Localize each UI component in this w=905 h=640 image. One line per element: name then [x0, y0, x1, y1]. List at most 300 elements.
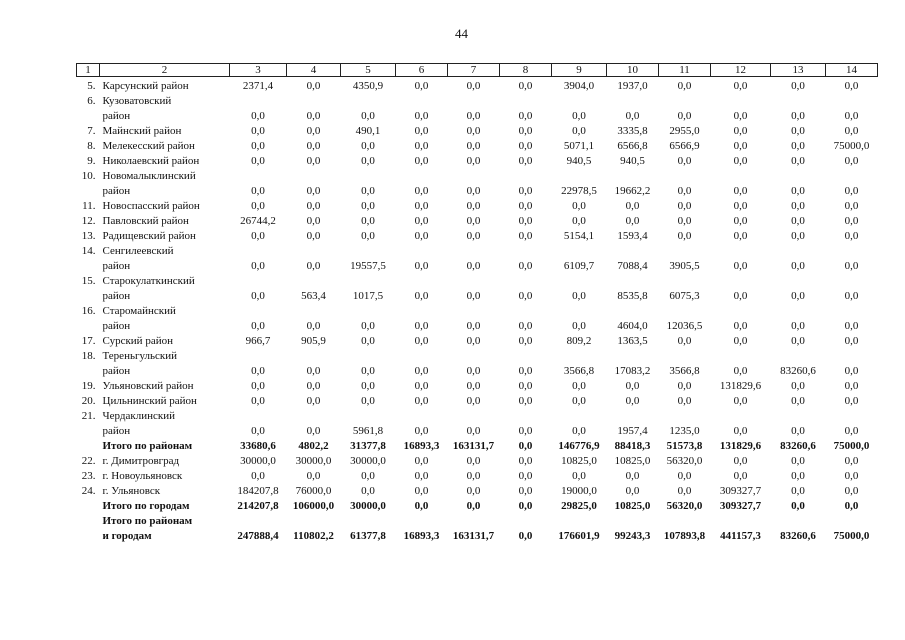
value-cell-col-9	[552, 167, 607, 182]
value-cell-col-8: 0,0	[518, 110, 533, 122]
value-cell-col-5: 19557,5	[350, 260, 386, 272]
value-cell-col-9: 5071,1	[563, 140, 595, 152]
value-cell-col-3: 0,0	[251, 110, 265, 122]
value-cell-col-11: 0,0	[677, 200, 692, 212]
value-cell-col-6: 0,0	[414, 140, 429, 152]
value-cell-col-4: 30000,0	[295, 455, 332, 467]
territory-name: г. Новоульяновск	[102, 470, 183, 482]
value-cell-col-12	[711, 272, 771, 287]
value-cell-col-3	[230, 302, 287, 317]
value-cell-col-3: 0,0	[251, 185, 265, 197]
value-cell-col-13: 0,0	[791, 500, 805, 512]
value-cell-col-5: 30000,0	[350, 455, 386, 467]
value-cell-col-7	[448, 407, 500, 422]
value-cell-col-11	[659, 347, 711, 362]
territory-name: район	[102, 185, 131, 197]
table-row	[77, 137, 878, 152]
value-cell-col-7	[448, 92, 500, 107]
value-cell-col-3: 0,0	[251, 470, 265, 482]
value-cell-col-8	[500, 347, 552, 362]
value-cell-col-9	[552, 242, 607, 257]
value-cell-col-10	[607, 302, 659, 317]
territory-name: Чердаклинский	[102, 410, 175, 422]
table-row	[77, 512, 878, 527]
value-cell-col-12: 0,0	[733, 335, 748, 347]
table-row	[77, 407, 878, 422]
row-number: 20.	[81, 395, 96, 407]
value-cell-col-7: 163131,7	[452, 530, 495, 542]
value-cell-col-14: 0,0	[844, 425, 859, 437]
value-cell-col-13: 83260,6	[780, 530, 816, 542]
value-cell-col-11: 3566,8	[669, 365, 700, 377]
value-cell-col-10: 0,0	[625, 215, 640, 227]
value-cell-col-8: 0,0	[518, 530, 533, 542]
value-cell-col-9: 0,0	[572, 110, 586, 122]
row-number	[77, 257, 100, 272]
value-cell-col-12: 0,0	[733, 185, 748, 197]
territory-name: район	[102, 320, 131, 332]
value-cell-col-11: 0,0	[677, 335, 692, 347]
value-cell-col-3	[230, 272, 287, 287]
value-cell-col-4: 0,0	[306, 230, 321, 242]
value-cell-col-5: 0,0	[361, 110, 375, 122]
table-row	[77, 362, 878, 377]
value-cell-col-7: 0,0	[466, 485, 481, 497]
value-cell-col-7: 0,0	[466, 140, 481, 152]
value-cell-col-14: 0,0	[844, 125, 859, 137]
value-cell-col-10	[607, 272, 659, 287]
value-cell-col-6: 0,0	[414, 260, 429, 272]
value-cell-col-7: 0,0	[466, 215, 481, 227]
value-cell-col-7: 163131,7	[452, 440, 495, 452]
value-cell-col-3: 247888,4	[237, 530, 279, 542]
value-cell-col-7: 0,0	[466, 470, 481, 482]
value-cell-col-4	[287, 302, 341, 317]
territory-name: Тереньгульский	[102, 350, 178, 362]
column-header-4: 4	[287, 64, 341, 77]
value-cell-col-8: 0,0	[518, 500, 533, 512]
value-cell-col-9: 0,0	[572, 125, 586, 137]
table-row	[77, 107, 878, 122]
value-cell-col-14: 0,0	[844, 380, 859, 392]
value-cell-col-4: 0,0	[306, 125, 321, 137]
value-cell-col-7: 0,0	[466, 335, 481, 347]
row-number: 7.	[87, 125, 96, 137]
value-cell-col-10: 88418,3	[614, 440, 651, 452]
value-cell-col-9: 0,0	[572, 380, 586, 392]
value-cell-col-6: 0,0	[414, 485, 429, 497]
row-number: 17.	[81, 335, 96, 347]
value-cell-col-7: 0,0	[466, 380, 481, 392]
value-cell-col-14: 0,0	[844, 485, 859, 497]
value-cell-col-12	[711, 302, 771, 317]
value-cell-col-3: 2371,4	[242, 80, 274, 92]
value-cell-col-14: 0,0	[844, 320, 859, 332]
table-row	[77, 452, 878, 467]
table-row	[77, 212, 878, 227]
value-cell-col-6	[396, 302, 448, 317]
value-cell-col-5	[341, 512, 396, 527]
value-cell-col-7: 0,0	[466, 200, 481, 212]
value-cell-col-9	[552, 347, 607, 362]
value-cell-col-6	[396, 242, 448, 257]
value-cell-col-9	[552, 407, 607, 422]
territory-name: Новомалыклинский	[102, 170, 196, 182]
table-row	[77, 257, 878, 272]
value-cell-col-4: 0,0	[306, 215, 321, 227]
column-header-10: 10	[607, 64, 659, 77]
value-cell-col-14	[826, 272, 878, 287]
value-cell-col-8: 0,0	[518, 155, 533, 167]
value-cell-col-10: 10825,0	[614, 455, 651, 467]
value-cell-col-11: 3905,5	[669, 260, 700, 272]
territory-name: Итого по районам	[102, 515, 193, 527]
value-cell-col-5: 0,0	[361, 380, 375, 392]
value-cell-col-9	[552, 512, 607, 527]
territory-name: Радищевский район	[102, 230, 196, 242]
value-cell-col-8	[500, 272, 552, 287]
territory-name: Итого по районам	[102, 440, 193, 452]
value-cell-col-8: 0,0	[518, 425, 533, 437]
value-cell-col-5: 0,0	[361, 230, 375, 242]
value-cell-col-13: 0,0	[791, 470, 805, 482]
value-cell-col-7: 0,0	[466, 290, 481, 302]
value-cell-col-10: 940,5	[620, 155, 645, 167]
row-number: 5.	[87, 80, 96, 92]
value-cell-col-6: 0,0	[414, 395, 429, 407]
value-cell-col-7: 0,0	[466, 320, 481, 332]
value-cell-col-12: 309327,7	[719, 500, 762, 512]
table-row	[77, 272, 878, 287]
value-cell-col-7	[448, 167, 500, 182]
value-cell-col-12	[711, 347, 771, 362]
value-cell-col-6: 0,0	[414, 155, 429, 167]
value-cell-col-4: 0,0	[306, 380, 321, 392]
value-cell-col-13	[771, 407, 826, 422]
value-cell-col-10: 19662,2	[614, 185, 651, 197]
column-header-13: 13	[771, 64, 826, 77]
value-cell-col-9	[552, 302, 607, 317]
value-cell-col-4: 0,0	[306, 140, 321, 152]
value-cell-col-14	[826, 242, 878, 257]
value-cell-col-7: 0,0	[466, 80, 481, 92]
column-header-2: 2	[100, 64, 230, 77]
value-cell-col-5: 1017,5	[352, 290, 384, 302]
value-cell-col-14	[826, 512, 878, 527]
value-cell-col-13: 0,0	[791, 140, 805, 152]
value-cell-col-8: 0,0	[518, 485, 533, 497]
value-cell-col-14	[826, 302, 878, 317]
value-cell-col-14: 0,0	[844, 290, 859, 302]
value-cell-col-11: 6566,9	[669, 140, 700, 152]
value-cell-col-8	[500, 407, 552, 422]
territory-name: Кузоватовский	[102, 95, 172, 107]
value-cell-col-14: 0,0	[844, 110, 859, 122]
table-row	[77, 122, 878, 137]
value-cell-col-5: 4350,9	[352, 80, 384, 92]
value-cell-col-10	[607, 167, 659, 182]
value-cell-col-12	[711, 167, 771, 182]
value-cell-col-5: 0,0	[361, 395, 375, 407]
value-cell-col-6: 0,0	[414, 125, 429, 137]
row-number: 15.	[81, 275, 96, 287]
value-cell-col-4	[287, 242, 341, 257]
value-cell-col-6: 16893,3	[403, 440, 440, 452]
value-cell-col-12: 0,0	[733, 110, 748, 122]
value-cell-col-11: 56320,0	[666, 455, 703, 467]
value-cell-col-8: 0,0	[518, 380, 533, 392]
value-cell-col-6	[396, 347, 448, 362]
value-cell-col-10: 7088,4	[617, 260, 648, 272]
value-cell-col-7: 0,0	[466, 110, 481, 122]
value-cell-col-4: 76000,0	[295, 485, 332, 497]
value-cell-col-7: 0,0	[466, 260, 481, 272]
table-row	[77, 392, 878, 407]
value-cell-col-10	[607, 512, 659, 527]
value-cell-col-5	[341, 167, 396, 182]
value-cell-col-13	[771, 242, 826, 257]
value-cell-col-3	[230, 347, 287, 362]
value-cell-col-7	[448, 347, 500, 362]
value-cell-col-3	[230, 407, 287, 422]
value-cell-col-13: 0,0	[791, 335, 805, 347]
value-cell-col-4	[287, 347, 341, 362]
value-cell-col-6: 0,0	[414, 215, 429, 227]
table-row	[77, 92, 878, 107]
value-cell-col-10: 99243,3	[614, 530, 651, 542]
value-cell-col-5: 0,0	[361, 140, 375, 152]
value-cell-col-3: 214207,8	[237, 500, 279, 512]
territory-name: г. Ульяновск	[102, 485, 161, 497]
value-cell-col-4	[287, 167, 341, 182]
column-header-11: 11	[659, 64, 711, 77]
value-cell-col-14: 75000,0	[833, 440, 870, 452]
value-cell-col-10: 1363,5	[617, 335, 648, 347]
value-cell-col-10: 17083,2	[614, 365, 651, 377]
territory-name: район	[102, 365, 131, 377]
value-cell-col-4: 563,4	[301, 290, 326, 302]
value-cell-col-11: 56320,0	[666, 500, 703, 512]
table-row	[77, 197, 878, 212]
value-cell-col-14: 0,0	[844, 185, 859, 197]
value-cell-col-11: 6075,3	[669, 290, 700, 302]
territory-name: Цильнинский район	[102, 395, 197, 407]
value-cell-col-13: 83260,6	[780, 365, 816, 377]
value-cell-col-9: 0,0	[572, 395, 586, 407]
value-cell-col-7: 0,0	[466, 455, 481, 467]
territory-name: и городам	[102, 530, 152, 542]
value-cell-col-13: 0,0	[791, 215, 805, 227]
row-number: 14.	[81, 245, 96, 257]
territory-name: Ульяновский район	[102, 380, 194, 392]
row-number	[77, 512, 100, 527]
value-cell-col-7	[448, 302, 500, 317]
value-cell-col-6: 0,0	[414, 290, 429, 302]
value-cell-col-6: 0,0	[414, 110, 429, 122]
value-cell-col-5: 0,0	[361, 485, 375, 497]
value-cell-col-9: 6109,7	[563, 260, 595, 272]
value-cell-col-3: 0,0	[251, 260, 265, 272]
territory-name: Итого по городам	[102, 500, 190, 512]
value-cell-col-13: 0,0	[791, 485, 805, 497]
value-cell-col-3: 0,0	[251, 125, 265, 137]
row-number: 8.	[87, 140, 96, 152]
value-cell-col-4: 0,0	[306, 260, 321, 272]
value-cell-col-4: 0,0	[306, 395, 321, 407]
value-cell-col-10: 0,0	[625, 470, 640, 482]
value-cell-col-6	[396, 512, 448, 527]
value-cell-col-12: 309327,7	[719, 485, 762, 497]
table-row	[77, 347, 878, 362]
value-cell-col-6: 0,0	[414, 200, 429, 212]
value-cell-col-13: 0,0	[791, 260, 805, 272]
value-cell-col-9: 176601,9	[558, 530, 600, 542]
value-cell-col-12: 0,0	[733, 425, 748, 437]
column-header-12: 12	[711, 64, 771, 77]
value-cell-col-3: 0,0	[251, 230, 265, 242]
value-cell-col-4	[287, 92, 341, 107]
value-cell-col-8: 0,0	[518, 395, 533, 407]
value-cell-col-6: 16893,3	[403, 530, 440, 542]
value-cell-col-11: 51573,8	[666, 440, 703, 452]
value-cell-col-13	[771, 272, 826, 287]
value-cell-col-3: 30000,0	[240, 455, 276, 467]
table-row	[77, 242, 878, 257]
value-cell-col-14: 75000,0	[833, 140, 870, 152]
territory-name: район	[102, 260, 131, 272]
value-cell-col-5	[341, 302, 396, 317]
value-cell-col-14: 75000,0	[833, 530, 870, 542]
value-cell-col-5: 0,0	[361, 320, 375, 332]
value-cell-col-13: 0,0	[791, 395, 805, 407]
territory-name: Сенгилеевский	[102, 245, 174, 257]
value-cell-col-3: 33680,6	[240, 440, 276, 452]
table-row	[77, 182, 878, 197]
row-number	[77, 287, 100, 302]
value-cell-col-9: 940,5	[566, 155, 592, 167]
value-cell-col-3	[230, 167, 287, 182]
value-cell-col-10: 1957,4	[617, 425, 648, 437]
value-cell-col-3	[230, 512, 287, 527]
page-number: 44	[455, 26, 468, 41]
value-cell-col-13: 0,0	[791, 425, 805, 437]
territory-name: Майнский район	[102, 125, 182, 137]
value-cell-col-10: 4604,0	[617, 320, 648, 332]
row-number	[77, 422, 100, 437]
value-cell-col-12: 0,0	[733, 395, 748, 407]
value-cell-col-8: 0,0	[518, 290, 533, 302]
value-cell-col-3: 0,0	[251, 395, 265, 407]
value-cell-col-7	[448, 272, 500, 287]
value-cell-col-10	[607, 92, 659, 107]
value-cell-col-11: 0,0	[677, 230, 692, 242]
value-cell-col-14	[826, 407, 878, 422]
value-cell-col-3: 26744,2	[240, 215, 276, 227]
value-cell-col-7: 0,0	[466, 230, 481, 242]
value-cell-col-4: 0,0	[306, 185, 321, 197]
value-cell-col-10: 1593,4	[617, 230, 648, 242]
value-cell-col-5	[341, 272, 396, 287]
value-cell-col-6	[396, 92, 448, 107]
territory-name: Карсунский район	[102, 80, 189, 92]
value-cell-col-13	[771, 302, 826, 317]
value-cell-col-10: 10825,0	[614, 500, 651, 512]
row-number	[77, 362, 100, 377]
value-cell-col-6: 0,0	[414, 425, 429, 437]
value-cell-col-14: 0,0	[844, 155, 859, 167]
value-cell-col-10: 6566,8	[617, 140, 648, 152]
value-cell-col-5: 490,1	[355, 125, 381, 137]
value-cell-col-12: 0,0	[733, 470, 748, 482]
row-number: 10.	[81, 170, 96, 182]
value-cell-col-5: 0,0	[361, 185, 375, 197]
value-cell-col-11: 1235,0	[669, 425, 700, 437]
value-cell-col-8: 0,0	[518, 125, 533, 137]
value-cell-col-13	[771, 512, 826, 527]
value-cell-col-11: 0,0	[677, 215, 692, 227]
row-number: 6.	[87, 95, 96, 107]
value-cell-col-13: 0,0	[791, 320, 805, 332]
value-cell-col-9: 3904,0	[563, 80, 595, 92]
value-cell-col-11: 0,0	[677, 395, 692, 407]
value-cell-col-13: 0,0	[791, 230, 805, 242]
value-cell-col-13: 0,0	[791, 185, 805, 197]
value-cell-col-12: 0,0	[733, 365, 748, 377]
value-cell-col-7: 0,0	[466, 185, 481, 197]
value-cell-col-12	[711, 407, 771, 422]
value-cell-col-3: 0,0	[251, 200, 265, 212]
column-number-row	[77, 64, 878, 77]
value-cell-col-3: 0,0	[251, 290, 265, 302]
value-cell-col-4: 0,0	[306, 155, 321, 167]
row-number	[77, 437, 100, 452]
value-cell-col-8: 0,0	[518, 230, 533, 242]
value-cell-col-8: 0,0	[518, 440, 533, 452]
row-number: 21.	[81, 410, 96, 422]
table-row	[77, 527, 878, 542]
row-number: 23.	[81, 470, 96, 482]
value-cell-col-7: 0,0	[466, 125, 481, 137]
row-number: 19.	[81, 380, 96, 392]
territory-name: Мелекесский район	[102, 140, 195, 152]
budget-table	[76, 63, 878, 542]
value-cell-col-6	[396, 167, 448, 182]
value-cell-col-4	[287, 407, 341, 422]
table-row	[77, 77, 878, 93]
value-cell-col-13: 0,0	[791, 200, 805, 212]
column-header-8: 8	[500, 64, 552, 77]
value-cell-col-12: 0,0	[733, 200, 748, 212]
value-cell-col-3: 0,0	[251, 380, 265, 392]
table-row	[77, 437, 878, 452]
value-cell-col-8: 0,0	[518, 455, 533, 467]
value-cell-col-4: 106000,0	[292, 500, 335, 512]
value-cell-col-12: 131829,6	[719, 380, 762, 392]
value-cell-col-10: 0,0	[625, 200, 640, 212]
value-cell-col-8: 0,0	[518, 185, 533, 197]
value-cell-col-4: 0,0	[306, 110, 321, 122]
value-cell-col-11: 12036,5	[666, 320, 703, 332]
value-cell-col-14: 0,0	[844, 230, 859, 242]
value-cell-col-4: 4802,2	[298, 440, 329, 452]
value-cell-col-10: 1937,0	[617, 80, 648, 92]
value-cell-col-11	[659, 407, 711, 422]
value-cell-col-8: 0,0	[518, 260, 533, 272]
table-row	[77, 332, 878, 347]
value-cell-col-8: 0,0	[518, 335, 533, 347]
value-cell-col-5: 5961,8	[352, 425, 384, 437]
column-header-14: 14	[826, 64, 878, 77]
